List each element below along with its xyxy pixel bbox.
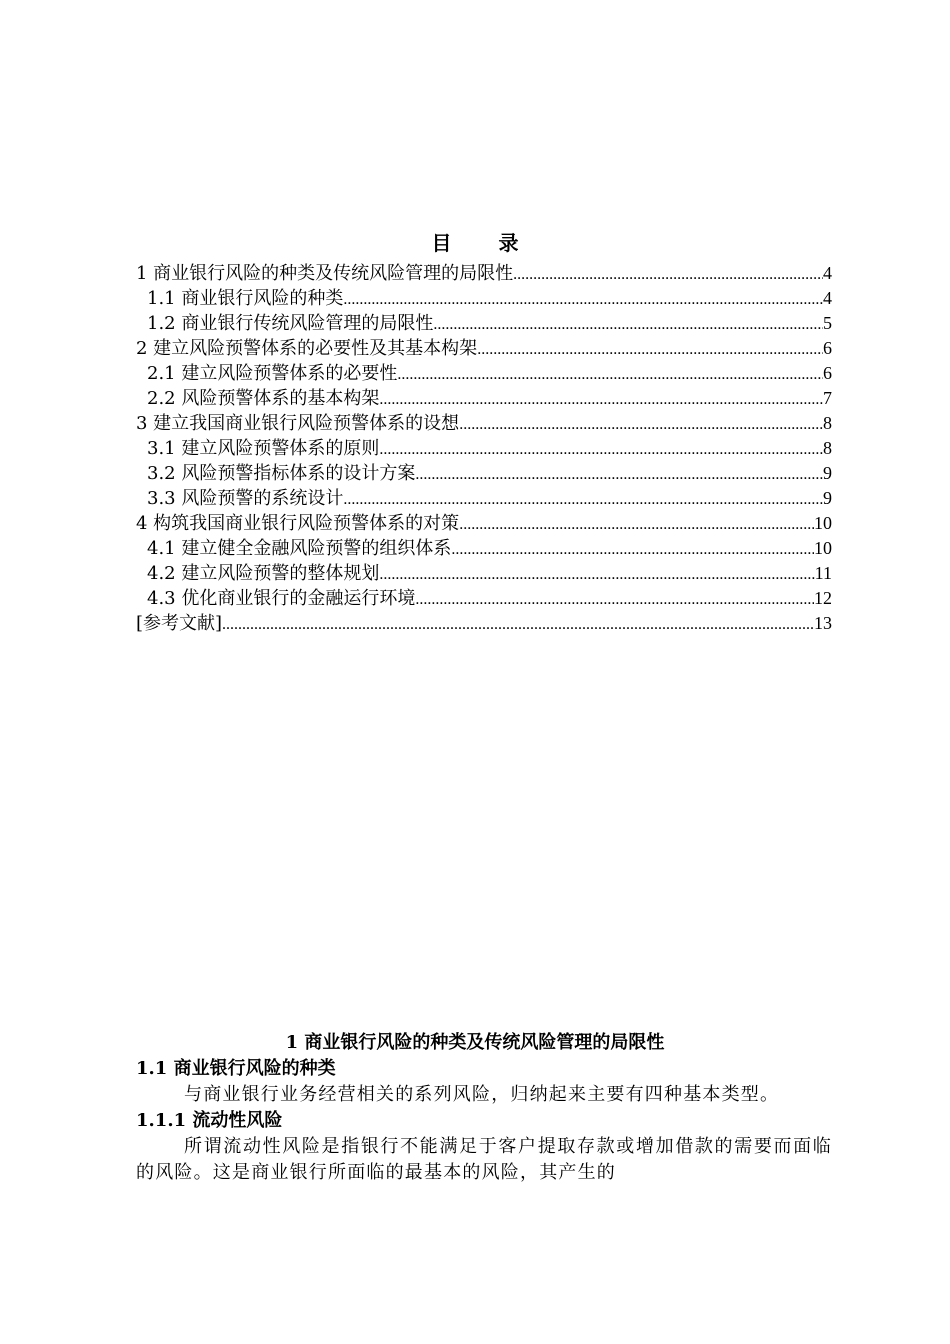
toc-entry-label: 4.3 优化商业银行的金融运行环境 xyxy=(147,588,416,609)
toc-leader-dots xyxy=(459,512,814,537)
toc-entry-label: 2 建立风险预警体系的必要性及其基本构架 xyxy=(136,338,478,359)
toc-entry-page: 8 xyxy=(823,438,832,458)
table-of-contents xyxy=(136,261,832,636)
toc-entry-label: 3 建立我国商业银行风险预警体系的设想 xyxy=(136,413,460,434)
toc-entry[interactable] xyxy=(136,611,832,636)
toc-leader-dots xyxy=(343,487,823,512)
toc-entry-label: 3.2 风险预警指标体系的设计方案 xyxy=(147,463,416,484)
toc-entry[interactable] xyxy=(136,361,832,386)
toc-entry-label: 3.3 风险预警的系统设计 xyxy=(147,488,344,509)
toc-entry-page: 10 xyxy=(814,513,832,533)
toc-leader-dots xyxy=(222,612,814,637)
toc-leader-dots xyxy=(433,312,823,337)
toc-entry[interactable] xyxy=(136,311,832,336)
toc-entry-label: 4.1 建立健全金融风险预警的组织体系 xyxy=(147,538,452,559)
toc-entry-page: 9 xyxy=(823,463,832,483)
toc-entry-label: 3.1 建立风险预警体系的原则 xyxy=(147,438,380,459)
toc-entry-label: [参考文献] xyxy=(136,613,223,634)
section-heading-1-1: 1.1 商业银行风险的种类 xyxy=(136,1058,336,1079)
toc-entry[interactable] xyxy=(136,411,832,436)
toc-entry-page: 4 xyxy=(823,263,832,283)
toc-entry[interactable] xyxy=(136,336,832,361)
toc-leader-dots xyxy=(379,437,823,462)
toc-entry-label: 1 商业银行风险的种类及传统风险管理的局限性 xyxy=(136,263,514,284)
toc-entry-label: 1.2 商业银行传统风险管理的局限性 xyxy=(147,313,434,334)
toc-entry-page: 6 xyxy=(823,363,832,383)
toc-entry-page: 10 xyxy=(814,538,832,558)
toc-entry[interactable] xyxy=(136,436,832,461)
toc-entry-label: 4 构筑我国商业银行风险预警体系的对策 xyxy=(136,513,460,534)
toc-entry[interactable] xyxy=(136,486,832,511)
toc-leader-dots xyxy=(379,562,814,587)
toc-entry-page: 7 xyxy=(823,388,832,408)
toc-entry-page: 12 xyxy=(814,588,832,608)
toc-leader-dots xyxy=(513,262,823,287)
toc-entry-page: 4 xyxy=(823,288,832,308)
toc-entry[interactable] xyxy=(136,511,832,536)
chapter-title: 1 商业银行风险的种类及传统风险管理的局限性 xyxy=(285,1032,665,1053)
paragraph-1: 与商业银行业务经营相关的系列风险，归纳起来主要有四种基本类型。 xyxy=(184,1084,780,1105)
paragraph-2: 所谓流动性风险是指银行不能满足于客户提取存款或增加借款的需要而面临的风险。这是商业银行所面临的最基本的风险，其产生的 xyxy=(136,1136,832,1183)
toc-entry-page: 9 xyxy=(823,488,832,508)
section-heading-1-1-1: 1.1.1 流动性风险 xyxy=(136,1110,283,1131)
toc-leader-dots xyxy=(477,337,823,362)
toc-entry-label: 4.2 建立风险预警的整体规划 xyxy=(147,563,380,584)
toc-entry-label: 1.1 商业银行风险的种类 xyxy=(147,288,344,309)
toc-entry-page: 6 xyxy=(823,338,832,358)
toc-entry[interactable] xyxy=(136,261,832,286)
toc-entry-page: 11 xyxy=(814,563,832,583)
toc-entry-page: 13 xyxy=(814,613,832,633)
toc-entry[interactable] xyxy=(136,461,832,486)
toc-leader-dots xyxy=(343,287,823,312)
toc-leader-dots xyxy=(397,362,823,387)
toc-entry[interactable] xyxy=(136,586,832,611)
toc-leader-dots xyxy=(379,387,823,412)
toc-title: 目 录 xyxy=(431,231,539,255)
toc-leader-dots xyxy=(451,537,814,562)
toc-entry[interactable] xyxy=(136,286,832,311)
chapter-body xyxy=(136,1056,832,1186)
toc-leader-dots xyxy=(415,462,823,487)
toc-entry[interactable] xyxy=(136,561,832,586)
toc-entry-label: 2.2 风险预警体系的基本构架 xyxy=(147,388,380,409)
toc-leader-dots xyxy=(415,587,814,612)
toc-entry-page: 8 xyxy=(823,413,832,433)
toc-leader-dots xyxy=(459,412,823,437)
toc-entry-label: 2.1 建立风险预警体系的必要性 xyxy=(147,363,398,384)
toc-entry[interactable] xyxy=(136,386,832,411)
toc-entry-page: 5 xyxy=(823,313,832,333)
toc-entry[interactable] xyxy=(136,536,832,561)
